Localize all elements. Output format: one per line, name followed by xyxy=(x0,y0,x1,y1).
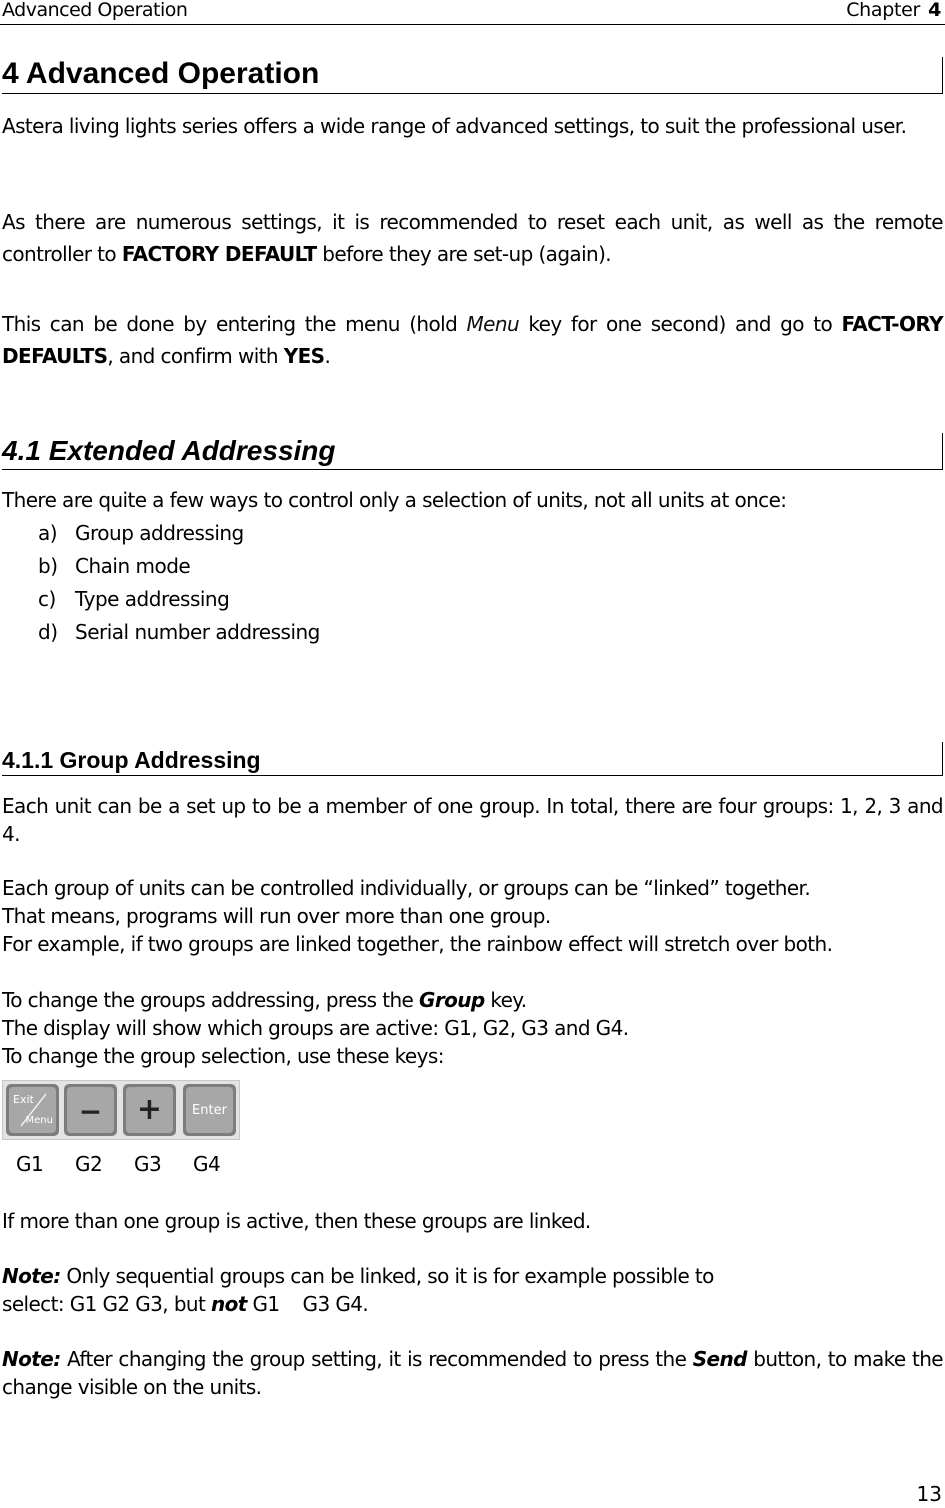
group-label-g1: G1 xyxy=(16,1152,44,1176)
addressing-methods-list xyxy=(38,517,320,649)
heading-extended-addressing: 4.1 Extended Addressing xyxy=(2,433,943,470)
keypad-image xyxy=(2,1080,240,1140)
note-sequential-groups: Note: Only sequential groups can be linked, so it is for example possible to select: G1 G2 G3, but not G1 G3 G4. xyxy=(2,1264,714,1316)
list-item: d) Serial number addressing xyxy=(38,620,320,644)
slash-icon xyxy=(9,1087,56,1133)
heading-advanced-operation: 4 Advanced Operation xyxy=(2,57,943,94)
note-send-button: Note: After changing the group setting, it is recommended to press the Send button, to make the change visible on the units. xyxy=(2,1347,943,1399)
running-header-title: Advanced Operation xyxy=(2,0,188,21)
running-header-chapter: Chapter 4 xyxy=(846,0,941,21)
change-groups-paragraph: To change the groups addressing, press the Group key. The display will show which groups are active: G1, G2, G3 and G4. To change the group selection, use these keys: xyxy=(2,988,629,1068)
group-label-g3: G3 xyxy=(134,1152,162,1176)
linked-groups-paragraph: If more than one group is active, then these groups are linked. xyxy=(2,1209,591,1233)
list-item: c) Type addressing xyxy=(38,587,230,611)
page-number: 13 xyxy=(916,1482,942,1506)
reset-instructions-paragraph: This can be done by entering the menu (hold Menu key for one second) and go to FACT-ORY DEFAULTS, and confirm with YES. xyxy=(2,312,943,368)
linking-paragraph: Each group of units can be controlled individually, or groups can be “linked” together. That means, programs will run over more than one group. For example, if two groups are linked together, the rainbow effect will stretch over both. xyxy=(2,876,833,956)
list-item: b) Chain mode xyxy=(38,554,191,578)
list-item: a) Group addressing xyxy=(38,521,244,545)
group-label-g2: G2 xyxy=(75,1152,103,1176)
exit-menu-key: Exit Menu xyxy=(6,1084,59,1136)
intro-paragraph: Astera living lights series offers a wide range of advanced settings, to suit the professional user. xyxy=(2,114,907,138)
factory-default-paragraph: As there are numerous settings, it is recommended to reset each unit, as well as the remote controller to FACTORY DEFAULT before they are set-up (again). xyxy=(2,210,943,266)
groups-paragraph: Each unit can be a set up to be a member of one group. In total, there are four groups: 1, 2, 3 and 4. xyxy=(2,794,943,846)
running-header xyxy=(0,0,945,25)
enter-key: Enter xyxy=(183,1084,236,1136)
heading-group-addressing: 4.1.1 Group Addressing xyxy=(2,742,943,776)
plus-key: + xyxy=(123,1084,176,1136)
minus-key: − xyxy=(64,1084,117,1136)
group-label-g4: G4 xyxy=(193,1152,221,1176)
addressing-intro: There are quite a few ways to control only a selection of units, not all units at once: xyxy=(2,488,787,512)
